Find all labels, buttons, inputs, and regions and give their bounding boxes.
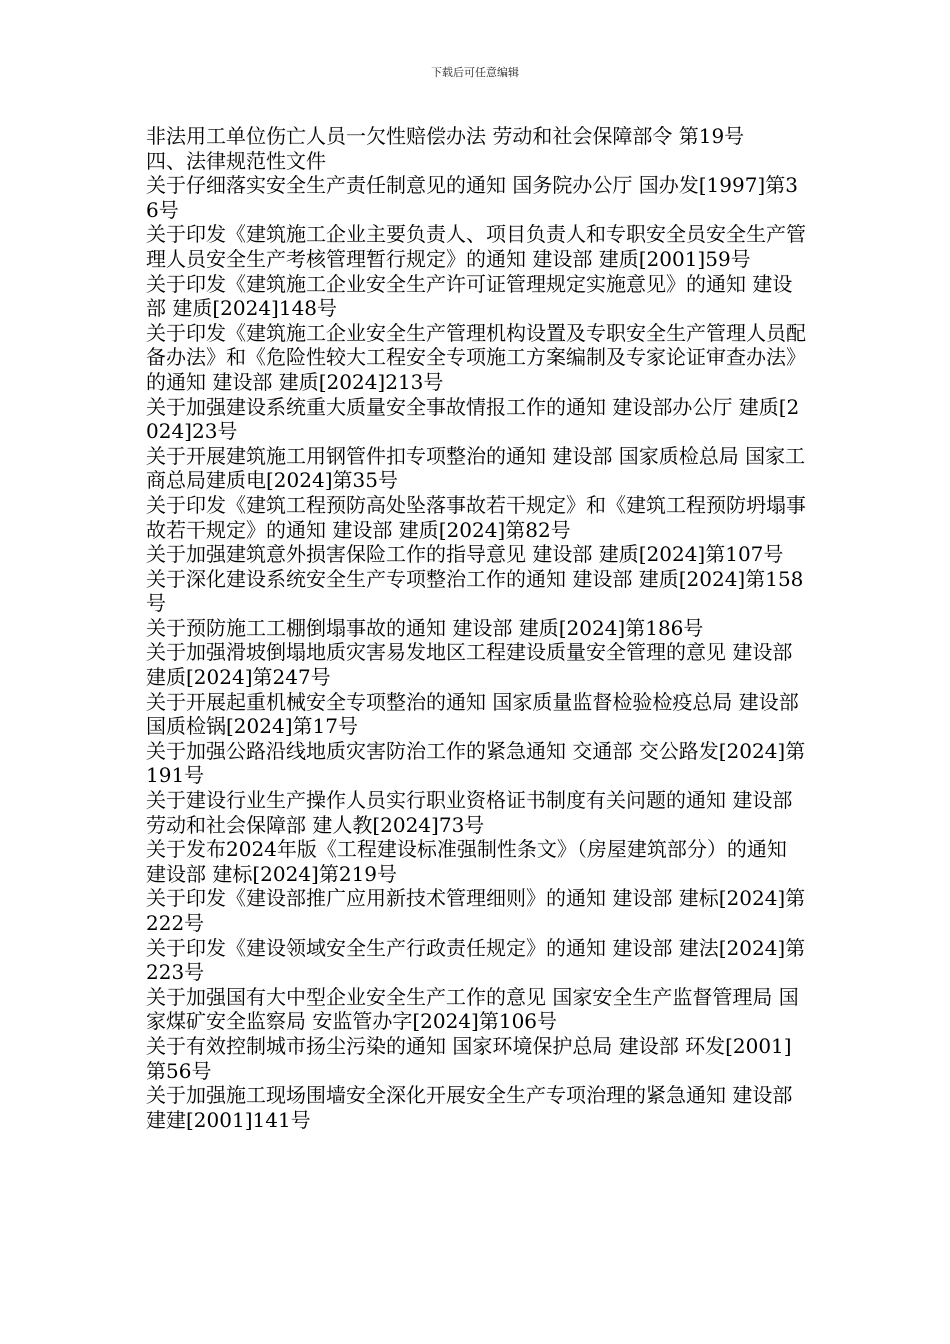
document-body: [146, 124, 810, 1132]
paragraph: 关于印发《建筑施工企业安全生产许可证管理规定实施意见》的通知 建设部 建质[2024]148号: [146, 271, 793, 321]
paragraph: 关于加强施工现场围墙安全深化开展安全生产专项治理的紧急通知 建设部 建建[2001]141号: [146, 1083, 793, 1132]
paragraph: 关于深化建设系统安全生产专项整治工作的通知 建设部 建质[2024]第158号: [146, 566, 804, 616]
paragraph: 关于加强建设系统重大质量安全事故情报工作的通知 建设部办公厅 建质[2024]23号: [146, 394, 800, 444]
paragraph: 关于加强公路沿线地质灾害防治工作的紧急通知 交通部 交公路发[2024]第191号: [146, 738, 806, 788]
paragraph: 关于建设行业生产操作人员实行职业资格证书制度有关问题的通知 建设部 劳动和社会保障部 建人教[2024]73号: [146, 788, 793, 837]
paragraph: 关于加强国有大中型企业安全生产工作的意见 国家安全生产监督管理局 国家煤矿安全监察局 安监管办字[2024]第106号: [146, 984, 799, 1034]
paragraph: 关于仔细落实安全生产责任制意见的通知 国务院办公厅 国办发[1997]第36号: [146, 173, 798, 222]
paragraph: 关于印发《建筑施工企业主要负责人、项目负责人和专职安全员安全生产管理人员安全生产考核管理暂行规定》的通知 建设部 建质[2001]59号: [146, 222, 806, 271]
paragraph: 关于开展起重机械安全专项整治的通知 国家质量监督检验检疫总局 建设部 国质检锅[2024]第17号: [146, 689, 799, 739]
paragraph: 关于预防施工工棚倒塌事故的通知 建设部 建质[2024]第186号: [146, 615, 704, 640]
paragraph: 关于印发《建设领域安全生产行政责任规定》的通知 建设部 建法[2024]第223号: [146, 935, 806, 985]
paragraph: 关于发布2024年版《工程建设标准强制性条文》（房屋建筑部分）的通知 建设部 建标[2024]第219号: [146, 837, 787, 886]
paragraph: 关于开展建筑施工用钢管件扣专项整治的通知 建设部 国家质检总局 国家工商总局建质电[2024]第35号: [146, 443, 806, 493]
paragraph: 关于加强滑坡倒塌地质灾害易发地区工程建设质量安全管理的意见 建设部 建质[2024]第247号: [146, 640, 793, 690]
paragraph: 关于印发《建筑工程预防高处坠落事故若干规定》和《建筑工程预防坍塌事故若干规定》的通知 建设部 建质[2024]第82号: [146, 492, 806, 542]
section-heading: 四、法律规范性文件: [146, 148, 326, 173]
paragraph: 关于印发《建设部推广应用新技术管理细则》的通知 建设部 建标[2024]第222号: [146, 886, 806, 935]
paragraph: 非法用工单位伤亡人员一欠性赔偿办法 劳动和社会保障部令 第19号: [146, 124, 745, 148]
paragraph: 关于加强建筑意外损害保险工作的指导意见 建设部 建质[2024]第107号: [146, 542, 784, 567]
paragraph: 关于有效控制城市扬尘污染的通知 国家环境保护总局 建设部 环发[2001]第56号: [146, 1033, 792, 1083]
page-header: 下载后可任意编辑: [431, 66, 519, 79]
paragraph: 关于印发《建筑施工企业安全生产管理机构设置及专职安全生产管理人员配备办法》和《危险性较大工程安全专项施工方案编制及专家论证审查办法》的通知 建设部 建质[2024]213号: [146, 320, 806, 394]
